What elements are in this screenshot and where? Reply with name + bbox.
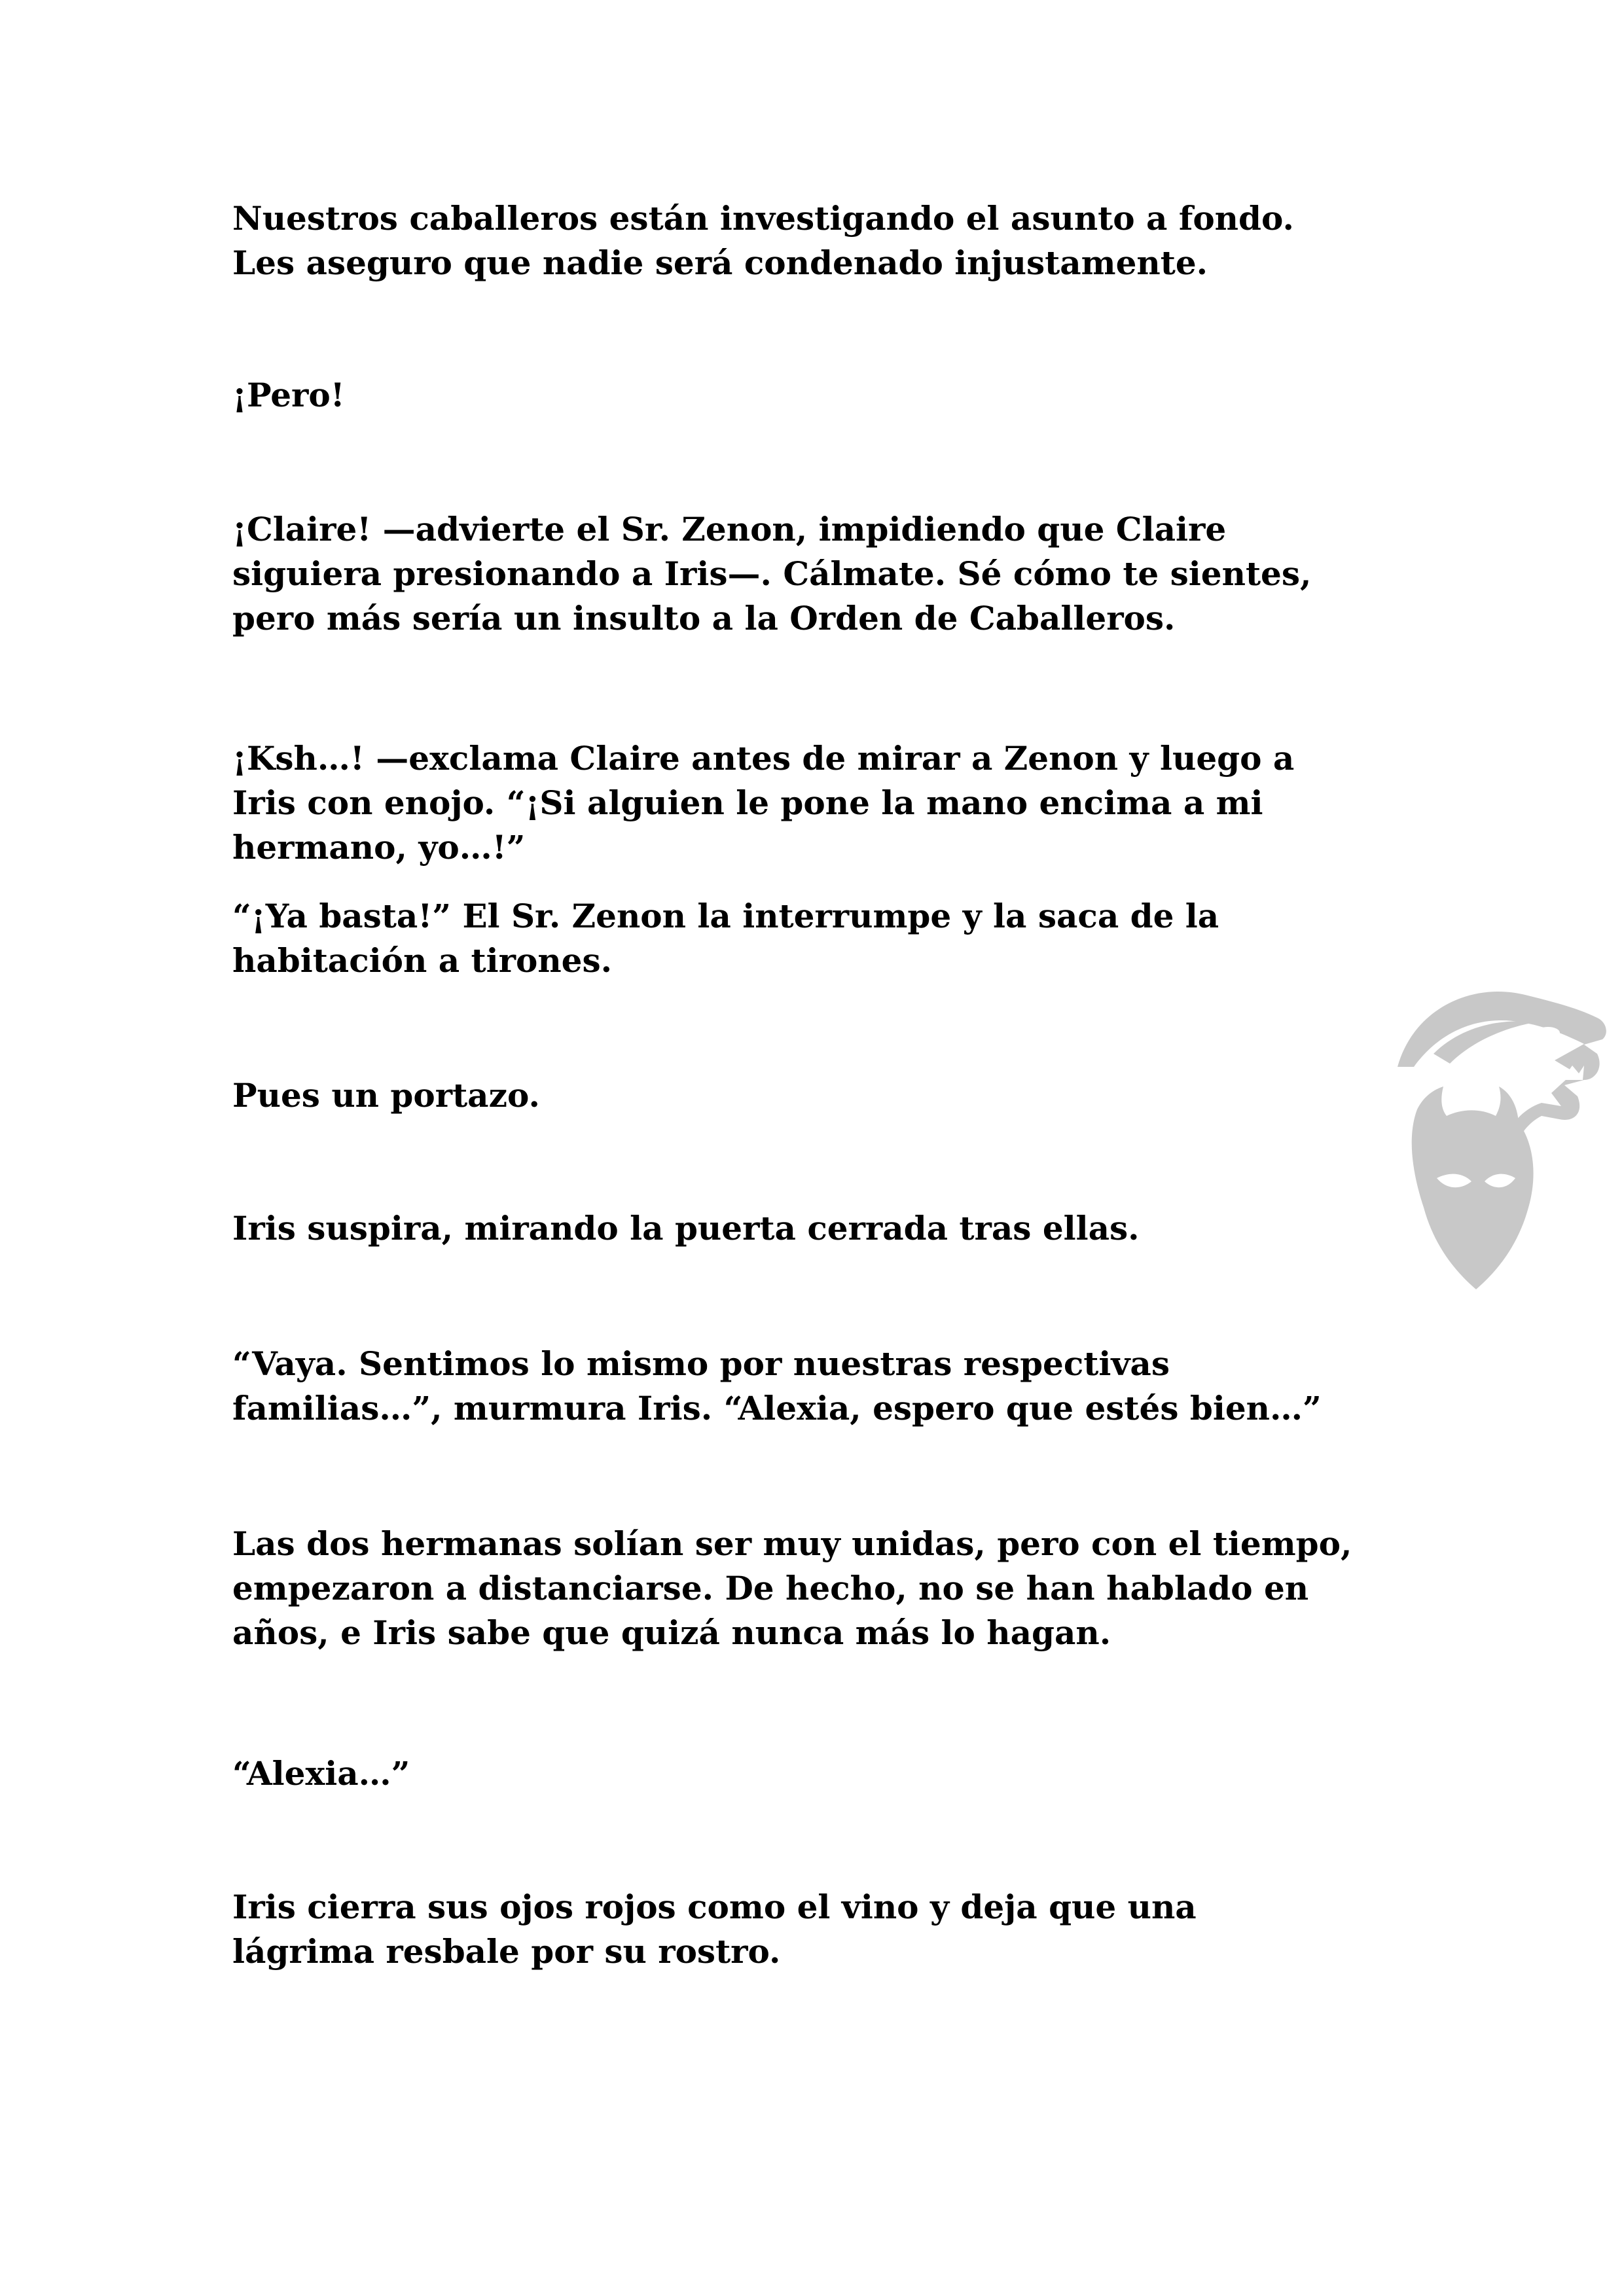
- paragraph-5: [232, 894, 1463, 983]
- paragraph-line: “Vaya. Sentimos lo mismo por nuestras respectivas: [232, 1344, 1170, 1383]
- paragraph-line: Iris suspira, mirando la puerta cerrada tras ellas.: [232, 1209, 1140, 1247]
- paragraph-line: Iris cierra sus ojos rojos como el vino y deja que una: [232, 1888, 1197, 1926]
- paragraph-11: [232, 1885, 1463, 1974]
- paragraph-7: [232, 1206, 1463, 1251]
- paragraph-4: [232, 736, 1463, 870]
- paragraph-line: “Alexia…”: [232, 1754, 410, 1793]
- paragraph-3: [232, 507, 1463, 641]
- paragraph-line: Nuestros caballeros están investigando el asunto a fondo.: [232, 199, 1294, 238]
- paragraph-line: Pues un portazo.: [232, 1076, 540, 1115]
- paragraph-line: habitación a tirones.: [232, 941, 613, 980]
- paragraph-1: [232, 196, 1463, 285]
- paragraph-line: Les aseguro que nadie será condenado injustamente.: [232, 243, 1208, 282]
- paragraph-line: empezaron a distanciarse. De hecho, no se han hablado en: [232, 1569, 1309, 1607]
- paragraph-line: años, e Iris sabe que quizá nunca más lo hagan.: [232, 1613, 1111, 1652]
- paragraph-line: “¡Ya basta!” El Sr. Zenon la interrumpe y la saca de la: [232, 897, 1219, 935]
- paragraph-6: [232, 1073, 1463, 1118]
- paragraph-line: ¡Claire! —advierte el Sr. Zenon, impidiendo que Claire: [232, 510, 1227, 548]
- paragraph-line: siguiera presionando a Iris—. Cálmate. Sé cómo te sientes,: [232, 554, 1312, 593]
- paragraph-10: [232, 1751, 1463, 1796]
- paragraph-line: Las dos hermanas solían ser muy unidas, pero con el tiempo,: [232, 1524, 1352, 1563]
- paragraph-8: [232, 1342, 1463, 1431]
- paragraph-line: ¡Ksh…! —exclama Claire antes de mirar a Zenon y luego a: [232, 739, 1295, 778]
- paragraph-line: ¡Pero!: [232, 376, 345, 414]
- paragraph-line: hermano, yo…!”: [232, 828, 526, 867]
- paragraph-line: lágrima resbale por su rostro.: [232, 1932, 781, 1971]
- paragraph-line: Iris con enojo. “¡Si alguien le pone la mano encima a mi: [232, 783, 1263, 822]
- paragraph-2: [232, 373, 1463, 418]
- paragraph-9: [232, 1522, 1463, 1655]
- dinosaur-devil-logo-icon: [1388, 982, 1610, 1296]
- paragraph-line: familias…”, murmura Iris. “Alexia, espero que estés bien…”: [232, 1389, 1322, 1427]
- paragraph-line: pero más sería un insulto a la Orden de Caballeros.: [232, 599, 1176, 637]
